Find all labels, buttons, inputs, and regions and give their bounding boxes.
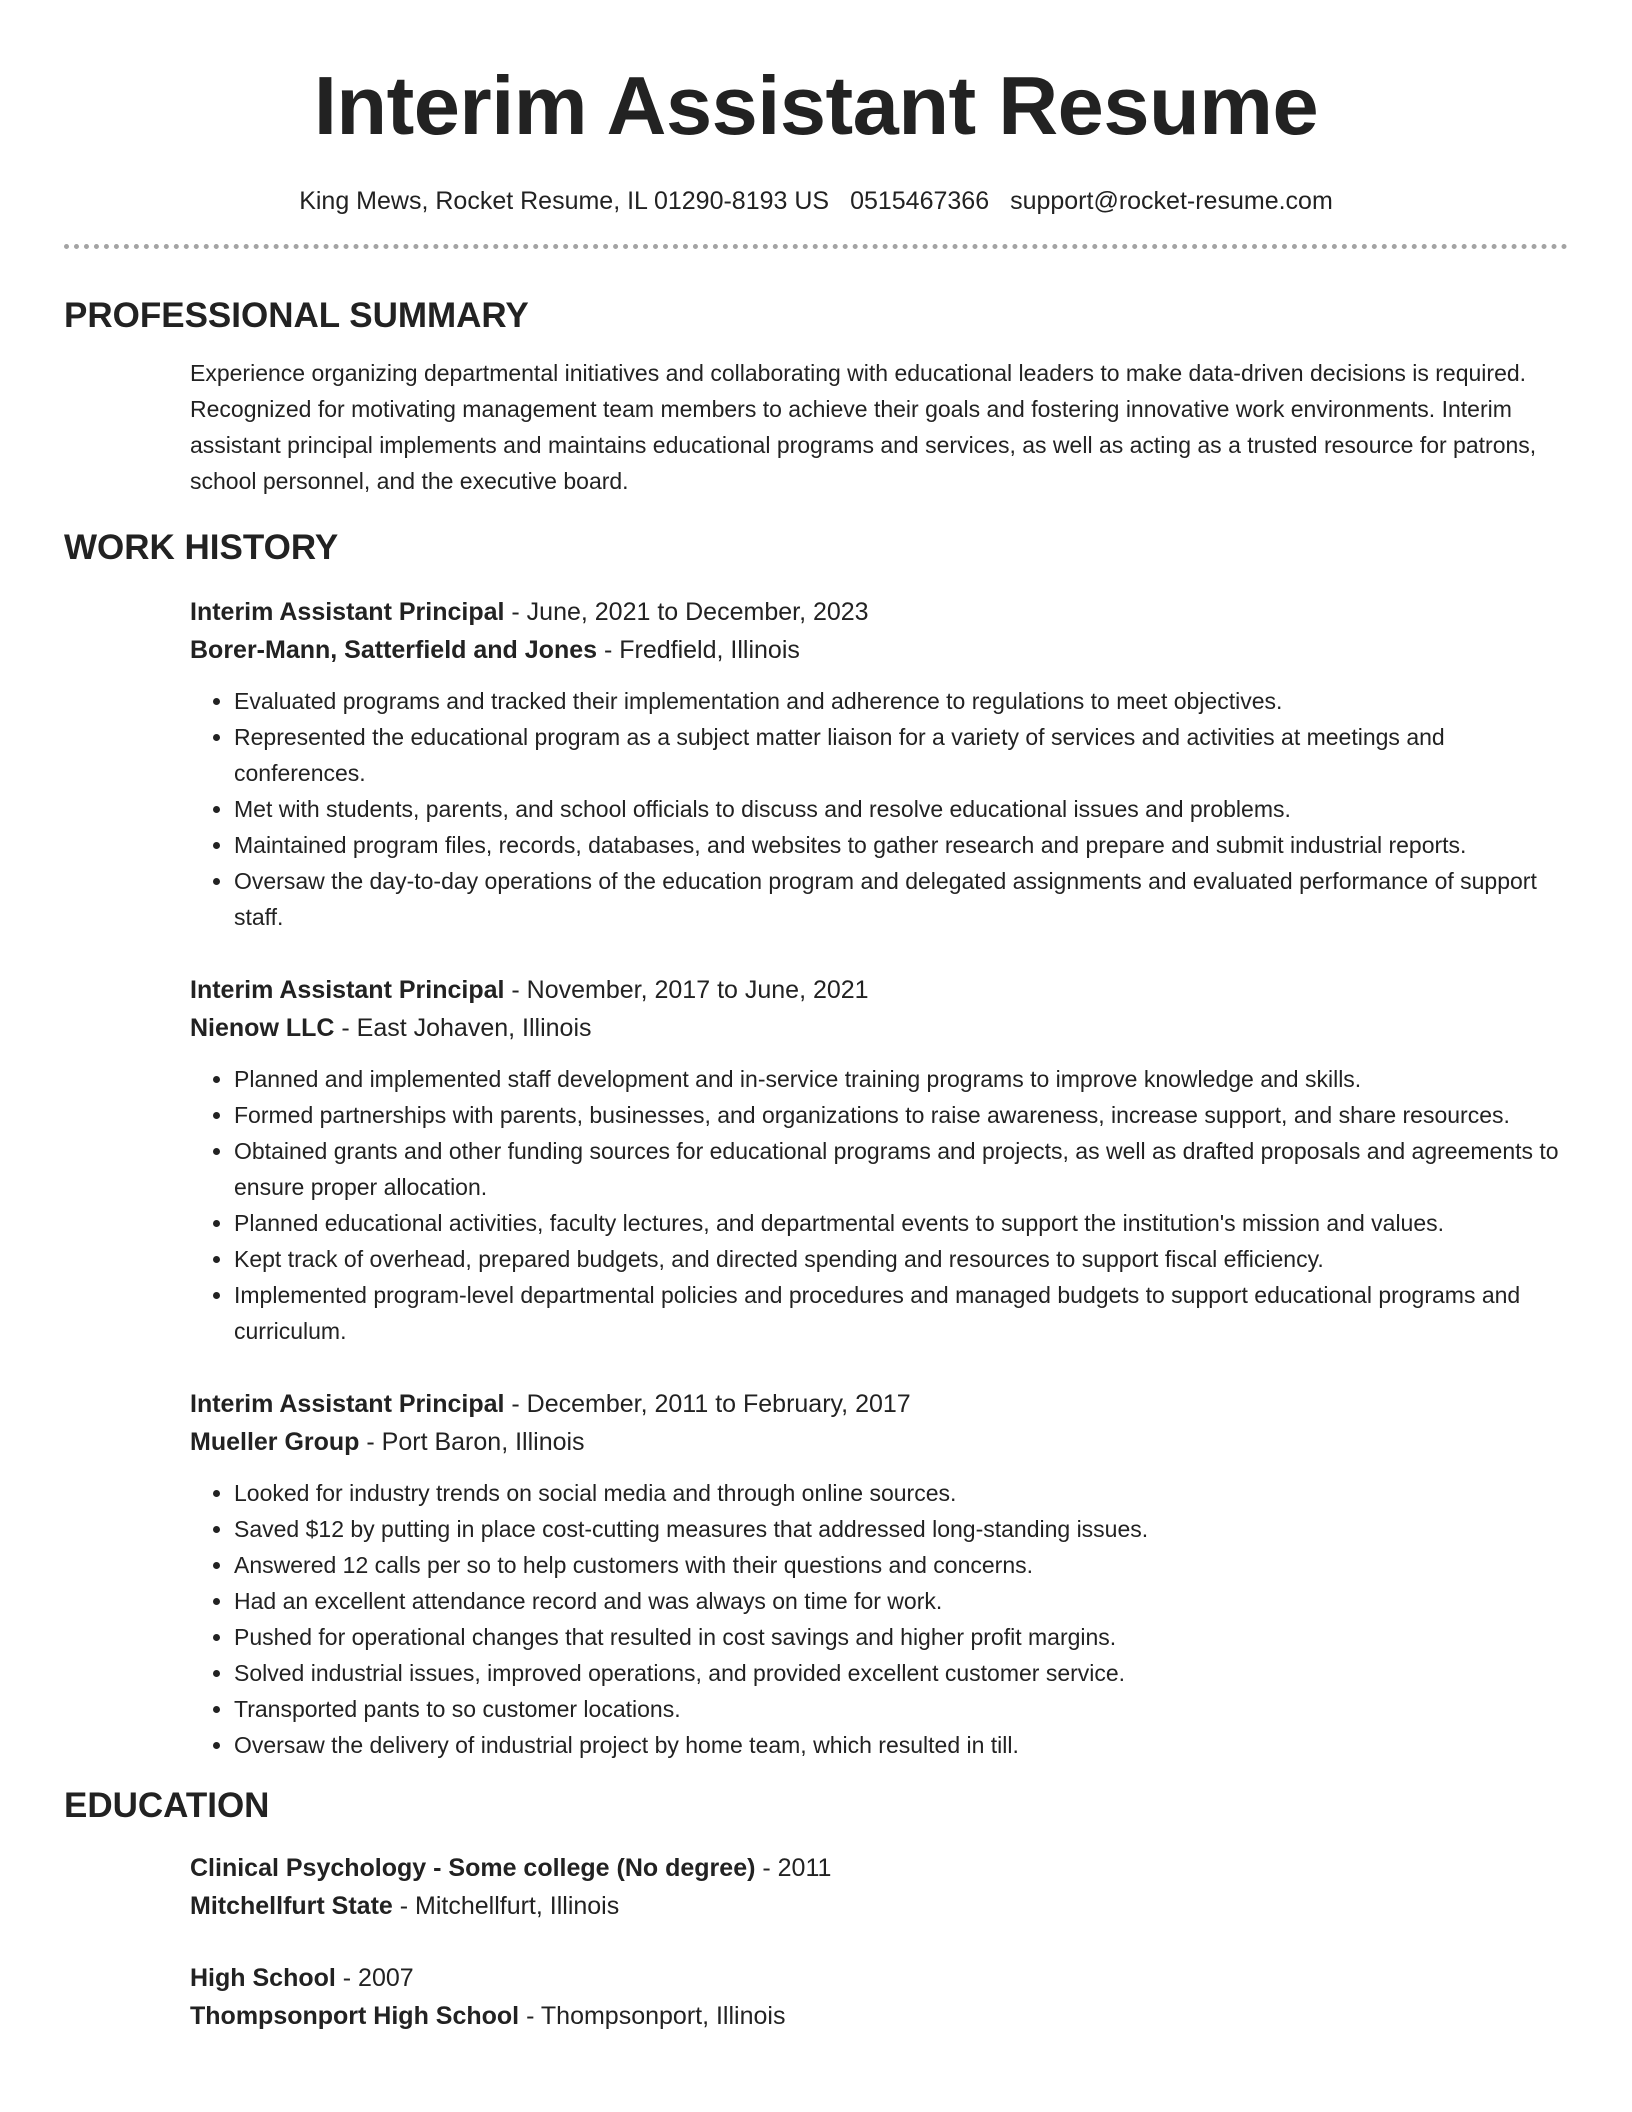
list-item: • Saved $12 by putting in place cost-cutting measures that addressed long-standing issues. bbox=[234, 1511, 1568, 1547]
job-location: - Port Baron, Illinois bbox=[359, 1428, 585, 1456]
education-school: Thompsonport High School bbox=[190, 2002, 520, 2030]
list-item: • Kept track of overhead, prepared budgets, and directed spending and resources to support fiscal efficiency. bbox=[234, 1241, 1568, 1277]
job-company: Nienow LLC bbox=[190, 1014, 335, 1042]
job-dates: - November, 2017 to June, 2021 bbox=[504, 976, 869, 1004]
job-title: Interim Assistant Principal bbox=[190, 598, 505, 626]
job-location: - East Johaven, Illinois bbox=[334, 1014, 592, 1042]
list-item: • Maintained program files, records, databases, and websites to gather research and prepare and submit industrial reports. bbox=[234, 827, 1568, 863]
section-heading-work: WORK HISTORY bbox=[64, 528, 339, 567]
job-location: - Fredfield, Illinois bbox=[597, 636, 800, 664]
list-item: • Had an excellent attendance record and was always on time for work. bbox=[234, 1583, 1568, 1619]
job-bullets bbox=[190, 683, 1568, 935]
education-section bbox=[64, 1785, 1568, 2035]
list-item: • Solved industrial issues, improved operations, and provided excellent customer service. bbox=[234, 1655, 1568, 1691]
list-item: • Oversaw the day-to-day operations of the education program and delegated assignments and evaluated performance of support staff. bbox=[234, 863, 1568, 935]
list-item: • Looked for industry trends on social media and through online sources. bbox=[234, 1475, 1568, 1511]
list-item: • Planned and implemented staff development and in-service training programs to improve knowledge and skills. bbox=[234, 1061, 1568, 1097]
education-school: Mitchellfurt State bbox=[190, 1892, 393, 1920]
education-degree-line bbox=[190, 1959, 1568, 1997]
education-degree: High School bbox=[190, 1964, 336, 1992]
job-entry bbox=[64, 593, 1568, 935]
job-company: Borer-Mann, Satterfield and Jones bbox=[190, 636, 598, 664]
education-entry bbox=[64, 1849, 1568, 1925]
job-title: Interim Assistant Principal bbox=[190, 976, 505, 1004]
section-heading-summary: PROFESSIONAL SUMMARY bbox=[64, 296, 529, 335]
job-title-line bbox=[190, 971, 1568, 1009]
section-heading-education: EDUCATION bbox=[64, 1786, 270, 1825]
list-item: • Evaluated programs and tracked their implementation and adherence to regulations to meet objectives. bbox=[234, 683, 1568, 719]
contact-address: King Mews, Rocket Resume, IL 01290-8193 US bbox=[299, 187, 830, 215]
list-item: • Formed partnerships with parents, businesses, and organizations to raise awareness, increase support, and share resources. bbox=[234, 1097, 1568, 1133]
list-item: • Implemented program-level departmental policies and procedures and managed budgets to support educational programs and curriculum. bbox=[234, 1277, 1568, 1349]
education-school-line bbox=[190, 1997, 1568, 2035]
job-entry bbox=[64, 971, 1568, 1349]
contact-phone: 0515467366 bbox=[850, 187, 990, 215]
education-location: - Mitchellfurt, Illinois bbox=[392, 1892, 620, 1920]
job-company-line bbox=[190, 1423, 1568, 1461]
education-location: - Thompsonport, Illinois bbox=[519, 2002, 786, 2030]
education-school-line bbox=[190, 1887, 1568, 1925]
job-bullets bbox=[190, 1061, 1568, 1349]
job-title: Interim Assistant Principal bbox=[190, 1390, 505, 1418]
list-item: • Transported pants to so customer locations. bbox=[234, 1691, 1568, 1727]
education-degree-line bbox=[190, 1849, 1568, 1887]
list-item: • Represented the educational program as a subject matter liaison for a variety of services and activities at meetings and conferences. bbox=[234, 719, 1568, 791]
education-year: - 2011 bbox=[755, 1854, 832, 1882]
work-history-section bbox=[64, 527, 1568, 1763]
list-item: • Answered 12 calls per so to help customers with their questions and concerns. bbox=[234, 1547, 1568, 1583]
professional-summary-section bbox=[64, 295, 1568, 499]
job-company-line bbox=[190, 1009, 1568, 1047]
list-item: • Obtained grants and other funding sources for educational programs and projects, as well as drafted proposals and agreements to ensure proper allocation. bbox=[234, 1133, 1568, 1205]
header-divider bbox=[64, 244, 1568, 249]
list-item: • Met with students, parents, and school officials to discuss and resolve educational issues and problems. bbox=[234, 791, 1568, 827]
job-dates: - December, 2011 to February, 2017 bbox=[504, 1390, 911, 1418]
list-item: • Pushed for operational changes that resulted in cost savings and higher profit margins. bbox=[234, 1619, 1568, 1655]
resume-title: Interim Assistant Resume bbox=[313, 59, 1319, 152]
list-item: • Oversaw the delivery of industrial project by home team, which resulted in till. bbox=[234, 1727, 1568, 1763]
job-dates: - June, 2021 to December, 2023 bbox=[504, 598, 869, 626]
job-title-line bbox=[190, 1385, 1568, 1423]
job-company-line bbox=[190, 631, 1568, 669]
job-bullets bbox=[190, 1475, 1568, 1763]
education-degree: Clinical Psychology - Some college (No degree) bbox=[190, 1854, 756, 1882]
list-item: • Planned educational activities, faculty lectures, and departmental events to support the institution's mission and values. bbox=[234, 1205, 1568, 1241]
contact-line bbox=[64, 186, 1568, 216]
job-company: Mueller Group bbox=[190, 1428, 360, 1456]
contact-email: support@rocket-resume.com bbox=[1010, 187, 1333, 215]
job-entry bbox=[64, 1385, 1568, 1763]
summary-text: Experience organizing departmental initiatives and collaborating with educational leaders to make data-driven decisions is required. Recognized for motivating management team members to achieve their goals and fostering innovative work environments. Interim assistant principal implements and maintains educational programs and services, as well as acting as a trusted resource for patrons, school personnel, and the executive board. bbox=[190, 360, 1537, 494]
job-title-line bbox=[190, 593, 1568, 631]
education-year: - 2007 bbox=[335, 1964, 414, 1992]
education-entry bbox=[64, 1959, 1568, 2035]
